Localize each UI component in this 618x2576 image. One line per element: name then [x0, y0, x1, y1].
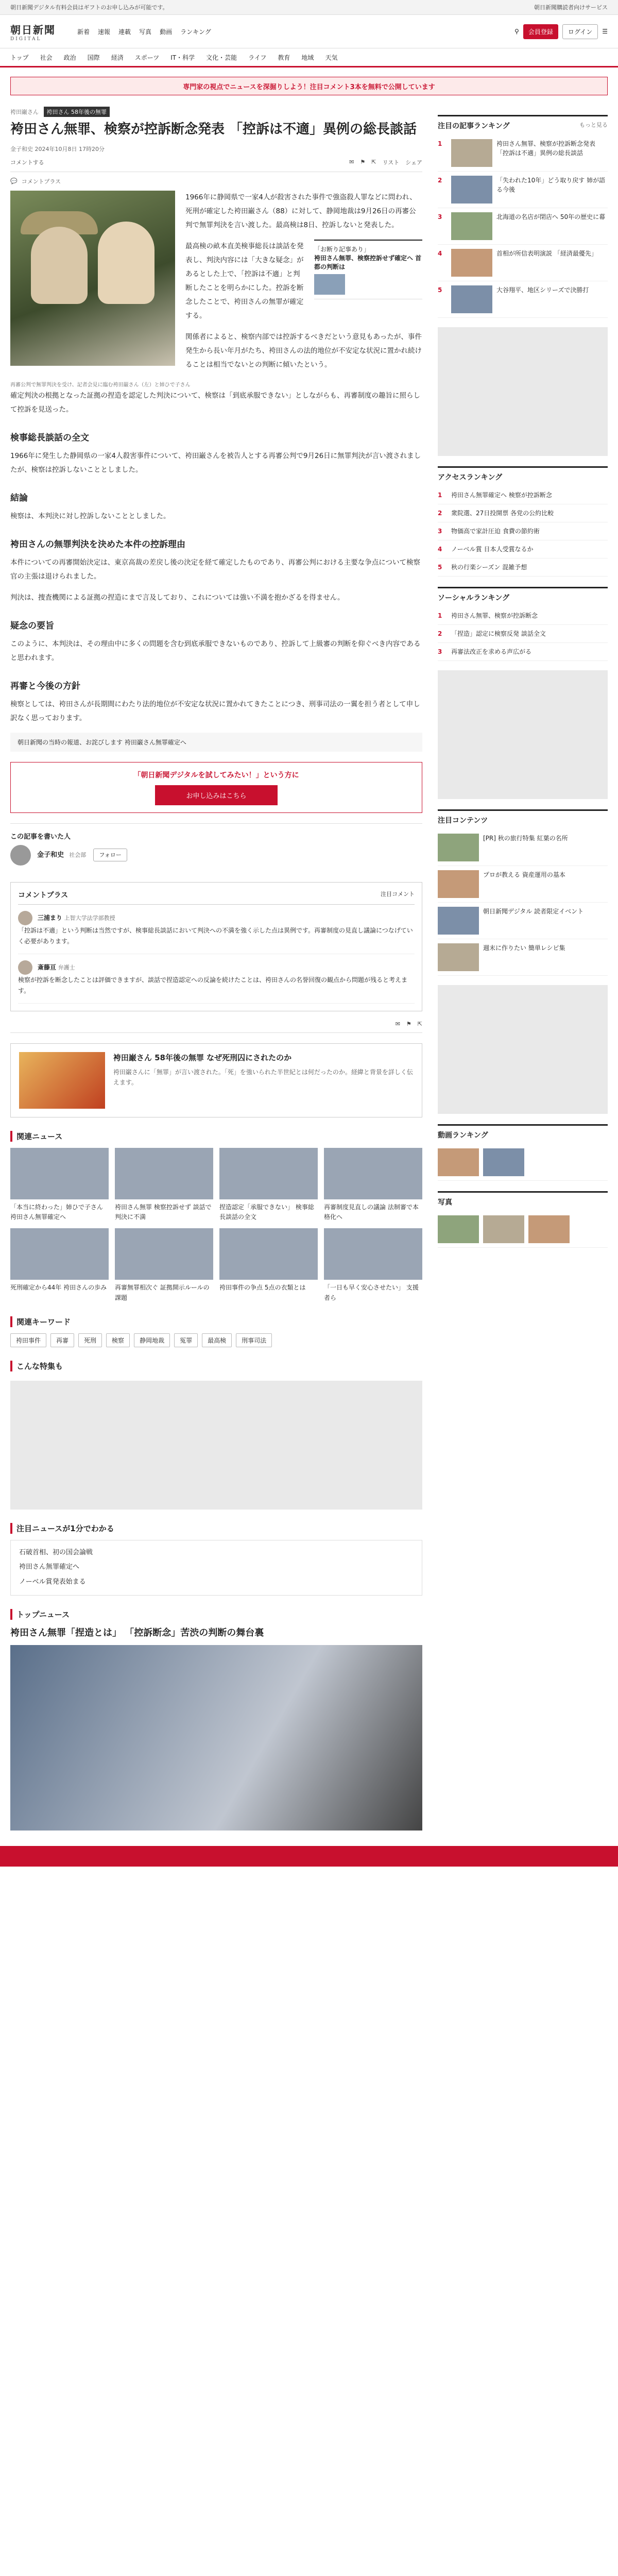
- paragraph: 検察は、本判決に対し控訴しないこととしました。: [10, 512, 170, 520]
- content-item[interactable]: [438, 939, 608, 976]
- content-item[interactable]: [438, 829, 608, 866]
- related-thumb[interactable]: [10, 1148, 109, 1199]
- paragraph: 1966年に静岡県で一家4人が殺害された事件で強盗殺人罪などに問われ、死刑が確定した袴田巌さん（88）に対して、静岡地裁は9月26日の再審公判で無罪判決を言い渡した。最高検は8日、控訴しないと発表した。: [185, 193, 417, 229]
- comment-plus-more[interactable]: 注目コメント: [381, 890, 415, 897]
- feature-card[interactable]: [10, 1043, 422, 1117]
- list-button[interactable]: リスト: [382, 159, 400, 166]
- comment-plus-bar[interactable]: [10, 172, 422, 191]
- commenter-role: 弁護士: [58, 964, 75, 971]
- keyword-chip[interactable]: 検察: [106, 1333, 130, 1347]
- related-headline[interactable]: 袴田事件の争点 5点の衣類とは: [219, 1284, 306, 1292]
- author-name[interactable]: 金子和史: [37, 851, 64, 859]
- feature-title[interactable]: 袴田巌さん 58年後の無罪 なぜ死刑囚にされたのか: [113, 1053, 292, 1063]
- section-heading: 再審と今後の方針: [10, 681, 80, 691]
- related-thumb[interactable]: [10, 1228, 109, 1280]
- header-nav-item[interactable]: 新着: [77, 28, 90, 36]
- header-nav-item[interactable]: 連載: [118, 28, 131, 36]
- content-item[interactable]: [438, 866, 608, 903]
- paragraph: 1966年に発生した静岡県の一家4人殺害事件について、袴田巌さんを被告人とする再審公判で9月26日に無罪判決が言い渡されましたが、検察は控訴しないこととしました。: [10, 451, 421, 474]
- section-heading: 袴田さんの無罪判決を決めた本件の控訴理由: [10, 539, 185, 550]
- section-heading: 疑念の要旨: [10, 620, 54, 631]
- related-headline[interactable]: 死刑確定から44年 袴田さんの歩み: [10, 1284, 107, 1292]
- top-news-headline[interactable]: 袴田さん無罪「捏造とは」 「控訴断念」苦渋の判断の舞台裏: [10, 1627, 264, 1638]
- related-headline[interactable]: 捏造認定「承服できない」 検事総長談話の全文: [219, 1204, 314, 1221]
- mail-icon[interactable]: ✉: [395, 1021, 400, 1028]
- related-card[interactable]: [115, 1228, 213, 1302]
- access-item[interactable]: 3 物価高で家計圧迫 食費の節約術: [438, 522, 608, 540]
- social-headline[interactable]: 再審法改正を求める声広がる: [451, 648, 532, 655]
- avatar[interactable]: [10, 845, 31, 866]
- section-heading: 検事総長談話の全文: [10, 432, 89, 443]
- video-title: 動画ランキング: [438, 1131, 488, 1140]
- social-title: ソーシャルランキング: [438, 594, 510, 602]
- ad-slot[interactable]: [438, 670, 608, 799]
- ad-slot[interactable]: [438, 985, 608, 1114]
- access-headline[interactable]: 秋の行楽シーズン 混雑予想: [451, 564, 527, 571]
- keyword-chip[interactable]: 刑事司法: [236, 1333, 272, 1347]
- related-thumb[interactable]: [219, 1228, 318, 1280]
- menu-icon[interactable]: ☰: [602, 28, 608, 35]
- digest-list: [10, 1540, 422, 1596]
- category-tab[interactable]: ライフ: [248, 54, 267, 61]
- content-headline[interactable]: 週末に作りたい 簡単レシピ集: [483, 944, 565, 952]
- related-news-title: 関連ニュース: [10, 1131, 422, 1142]
- ranking-item[interactable]: 2 「失われた10年」どう取り戻す 姉が語る今後: [438, 172, 608, 208]
- keyword-list: [10, 1333, 422, 1347]
- feature-image[interactable]: [19, 1052, 105, 1109]
- share-icon[interactable]: ⇱: [417, 1021, 422, 1028]
- ranking-headline[interactable]: 袴田さん無罪、検察が控訴断念発表 「控訴は不適」異例の総長談話: [496, 140, 596, 157]
- topbar-notice[interactable]: 朝日新聞デジタル有料会員はギフトのお申し込みが可能です。: [10, 4, 168, 11]
- paragraph: 検察としては、袴田さんが長期間にわたり法的地位が不安定な状況に置かれてきたことにつき、刑事司法の一翼を担う者として申し訳なく思っております。: [10, 700, 420, 722]
- subscribe-button[interactable]: お申し込みはこちら: [155, 785, 277, 805]
- photo-item[interactable]: [438, 1211, 608, 1248]
- category-nav: [0, 48, 618, 67]
- topbar: [0, 0, 618, 15]
- logo-sub: DIGITAL: [10, 36, 42, 42]
- category-tab[interactable]: 社会: [40, 54, 53, 61]
- category-tab[interactable]: 天気: [325, 54, 338, 61]
- access-item[interactable]: 2 衆院選、27日投開票 各党の公約比較: [438, 504, 608, 522]
- ranking-headline[interactable]: 大谷翔平、地区シリーズで決勝打: [496, 286, 589, 294]
- article-meta: 金子和史 2024年10月8日 17時20分: [10, 145, 105, 152]
- access-headline[interactable]: 衆院選、27日投開票 各党の公約比較: [451, 510, 554, 517]
- keyword-chip[interactable]: 静岡地裁: [134, 1333, 170, 1347]
- category-tab[interactable]: スポーツ: [134, 54, 160, 61]
- also-title: こんな特集も: [10, 1361, 422, 1371]
- logo-main: 朝日新聞: [10, 23, 56, 36]
- access-item[interactable]: 4 ノーベル賞 日本人受賞なるか: [438, 540, 608, 558]
- related-thumb[interactable]: [324, 1148, 422, 1199]
- content-title: 注目コンテンツ: [438, 817, 488, 825]
- commenter-role: 上智大学法学部教授: [64, 914, 115, 922]
- comment-item: [18, 905, 415, 954]
- feature-desc: 袴田巌さんに「無罪」が言い渡された。「死」を強いられた半世紀とは何だったのか。経緯と背景を詳しく伝えます。: [113, 1069, 413, 1087]
- author-dept: 社会部: [69, 852, 87, 859]
- login-button[interactable]: ログイン: [562, 24, 598, 39]
- series-tag[interactable]: 袴田さん 58年後の無罪: [44, 107, 110, 117]
- sidebar: [438, 105, 608, 1836]
- follow-button[interactable]: フォロー: [93, 849, 127, 861]
- digest-item[interactable]: ノーベル賞発表始まる: [19, 1578, 86, 1586]
- related-inline-box[interactable]: [314, 240, 422, 299]
- related-thumb[interactable]: [324, 1228, 422, 1280]
- related-title[interactable]: 袴田さん無罪、検察控訴せず確定へ 首都の判断は: [314, 254, 422, 270]
- related-card[interactable]: [10, 1148, 109, 1222]
- related-card[interactable]: [115, 1148, 213, 1222]
- keyword-chip[interactable]: 最高検: [202, 1333, 232, 1347]
- search-icon[interactable]: ⚲: [514, 28, 519, 35]
- comment-plus-title: コメントプラス: [18, 891, 68, 900]
- access-title: アクセスランキング: [438, 473, 503, 482]
- category-tab[interactable]: 地域: [301, 54, 314, 61]
- comment-text: 「控訴は不適」という判断は当然ですが、検事総長談話において判決への不満を強く示した点は異例です。再審制度の見直し議論につなげていく必要があります。: [18, 926, 413, 945]
- keyword-chip[interactable]: 袴田事件: [10, 1333, 46, 1347]
- comment-item: [18, 954, 415, 1004]
- header-nav-item[interactable]: 速報: [98, 28, 111, 36]
- keyword-chip[interactable]: 死刑: [78, 1333, 102, 1347]
- ranking-headline[interactable]: 「失われた10年」どう取り戻す 姉が語る今後: [496, 177, 606, 193]
- paywall-title: 「朝日新聞デジタルを試してみたい！」という方に: [133, 771, 299, 779]
- related-headline[interactable]: 「一日も早く安心させたい」 支援者ら: [324, 1284, 419, 1301]
- paragraph: 最高検の畝本直美検事総長は談話を発表し、判決内容には「大きな疑念」があるとした上で、「控訴は不適」と判断したことを明らかにした。控訴を断念したことで、袴田さんの無罪が確定する。: [185, 242, 304, 320]
- mail-icon[interactable]: ✉: [349, 159, 354, 166]
- article-body: [10, 191, 422, 752]
- header-nav-item[interactable]: 写真: [139, 28, 152, 36]
- share-icon[interactable]: ⇱: [371, 159, 376, 166]
- keyword-chip[interactable]: 冤罪: [174, 1333, 198, 1347]
- article-main: [10, 105, 422, 1836]
- ranking-headline[interactable]: 首相が所信表明演説 「経済最優先」: [496, 250, 597, 257]
- video-item[interactable]: [438, 1144, 608, 1181]
- header-nav: [77, 27, 514, 36]
- access-item[interactable]: 5 秋の行楽シーズン 混雑予想: [438, 558, 608, 577]
- header-nav-item[interactable]: ランキング: [180, 28, 211, 36]
- related-headline[interactable]: 「本当に終わった」姉ひで子さん 袴田さん無罪確定へ: [10, 1204, 103, 1221]
- ranking-item[interactable]: 1 袴田さん無罪、検察が控訴断念発表 「控訴は不適」異例の総長談話: [438, 135, 608, 172]
- social-headline[interactable]: 「捏造」認定に検察反発 談話全文: [451, 630, 546, 637]
- related-card[interactable]: [10, 1228, 109, 1302]
- header-nav-item[interactable]: 動画: [160, 28, 173, 36]
- access-headline[interactable]: 袴田さん無罪確定へ 検察が控訴断念: [451, 492, 552, 499]
- article-photo[interactable]: [10, 191, 175, 366]
- related-headline[interactable]: 再審制度見直しの議論 法制審で本格化へ: [324, 1204, 419, 1221]
- category-tab[interactable]: トップ: [10, 54, 29, 61]
- ranking-more[interactable]: もっと見る: [579, 122, 608, 128]
- paragraph: このように、本判決は、その理由中に多くの問題を含む到底承服できないものであり、控訴して上級審の判断を仰ぐべき内容であると思われます。: [10, 639, 421, 662]
- top-news-image[interactable]: [10, 1645, 422, 1831]
- category-tab[interactable]: IT・科学: [170, 54, 195, 61]
- chat-icon: 💬: [10, 178, 18, 185]
- access-item[interactable]: 1 袴田さん無罪確定へ 検察が控訴断念: [438, 486, 608, 504]
- social-item[interactable]: 3 再審法改正を求める声広がる: [438, 643, 608, 661]
- content-headline[interactable]: [PR] 秋の旅行特集 紅葉の名所: [483, 835, 568, 842]
- site-logo[interactable]: [10, 22, 67, 42]
- footer-bar: [0, 1846, 618, 1867]
- related-card[interactable]: [324, 1148, 422, 1222]
- access-headline[interactable]: ノーベル賞 日本人受賞なるか: [451, 546, 534, 553]
- related-headline[interactable]: 再審無罪相次ぐ 証拠開示ルールの課題: [115, 1284, 210, 1301]
- avatar[interactable]: [18, 960, 32, 975]
- comment-button[interactable]: コメントする: [10, 159, 44, 166]
- author-label: この記事を書いた人: [10, 833, 71, 841]
- author-box: [10, 823, 422, 873]
- topbar-links[interactable]: 朝日新聞購読者向けサービス: [534, 4, 608, 11]
- related-thumb[interactable]: [219, 1148, 318, 1199]
- related-label: 「お断り記事あり」: [314, 245, 370, 253]
- section-heading: 結論: [10, 493, 28, 503]
- comment-plus-label: コメントプラス: [21, 178, 61, 185]
- commenter-name[interactable]: 斎藤亘: [37, 963, 56, 971]
- content-headline[interactable]: 朝日新聞デジタル 読者限定イベント: [483, 908, 584, 915]
- comment-plus-section: [10, 882, 422, 1011]
- photo-caption: 再審公判で無罪判決を受け、記者会見に臨む袴田巌さん（左）と姉ひで子さん: [10, 382, 191, 388]
- paywall-box: [10, 762, 422, 813]
- ranking-item[interactable]: 4 首相が所信表明演説 「経済最優先」: [438, 245, 608, 281]
- article-actions-bottom: [10, 1021, 422, 1033]
- related-headline[interactable]: 袴田さん無罪 検察控訴せず 談話で判決に不満: [115, 1204, 212, 1221]
- promo-banner[interactable]: 専門家の視点でニュースを深掘りしよう！注目コメント3本を無料で公開しています: [10, 77, 608, 95]
- category-tab[interactable]: 文化・芸能: [206, 54, 237, 61]
- related-card[interactable]: [324, 1228, 422, 1302]
- social-item[interactable]: 2 「捏造」認定に検察反発 談話全文: [438, 625, 608, 643]
- related-thumb[interactable]: [115, 1148, 213, 1199]
- bookmark-icon[interactable]: ⚑: [360, 159, 366, 166]
- paragraph: 判決は、捜査機関による証拠の捏造にまで言及しており、これについては強い不満を抱かざるを得ません。: [10, 593, 345, 602]
- digest-title: 注目ニュースが1分でわかる: [10, 1523, 422, 1534]
- bookmark-icon[interactable]: ⚑: [406, 1021, 411, 1028]
- paragraph: 本件についての再審開始決定は、東京高裁の差戻し後の決定を経て確定したものであり、再審公判における主要な争点について検察官の主張は退けられました。: [10, 558, 420, 581]
- content-item[interactable]: [438, 903, 608, 939]
- category-tab[interactable]: 政治: [63, 54, 76, 61]
- social-item[interactable]: 1 袴田さん無罪、検察が控訴断念: [438, 607, 608, 625]
- ranking-item[interactable]: 3 北海道の名店が閉店へ 50年の歴史に幕: [438, 208, 608, 245]
- photo-title: 写真: [438, 1198, 452, 1207]
- related-note[interactable]: 朝日新聞の当時の報道、お詫びします 袴田巌さん無罪確定へ: [10, 733, 422, 752]
- ad-slot[interactable]: [10, 1381, 422, 1510]
- commenter-name[interactable]: 三浦まり: [37, 914, 62, 922]
- category-tab[interactable]: 国際: [87, 54, 100, 61]
- ranking-title: 注目の記事ランキング: [438, 122, 510, 130]
- related-news-grid: [10, 1148, 422, 1303]
- comment-text: 検察が控訴を断念したことは評価できますが、談話で捏造認定への反論を続けたことは、袴田さんの名誉回復の観点から問題が残ると考えます。: [18, 976, 408, 995]
- related-thumb[interactable]: [314, 274, 345, 295]
- keywords-title: 関連キーワード: [10, 1316, 422, 1327]
- paragraph: 関係者によると、検察内部では控訴するべきだという意見もあったが、事件発生から長い年月がたち、袴田さんの法的地位が不安定な状況に置かれ続けることは相当でないとの判断に傾いたという。: [185, 332, 422, 369]
- social-headline[interactable]: 袴田さん無罪、検察が控訴断念: [451, 612, 538, 619]
- category-tab[interactable]: 教育: [278, 54, 290, 61]
- site-header: [0, 15, 618, 48]
- top-news-title: トップニュース: [10, 1609, 422, 1620]
- ranking-item[interactable]: 5 大谷翔平、地区シリーズで決勝打: [438, 281, 608, 318]
- breadcrumb: [10, 107, 422, 117]
- keyword-chip[interactable]: 再審: [50, 1333, 74, 1347]
- article-title: 袴田さん無罪、検察が控訴断念発表 「控訴は不適」異例の総長談話: [10, 122, 417, 137]
- breadcrumb-item[interactable]: 袴田巌さん: [10, 109, 39, 115]
- ranking-headline[interactable]: 北海道の名店が閉店へ 50年の歴史に幕: [496, 213, 606, 221]
- register-button[interactable]: 会員登録: [523, 24, 558, 39]
- article-actions: [10, 158, 422, 172]
- content-headline[interactable]: プロが教える 資産運用の基本: [483, 871, 565, 878]
- avatar[interactable]: [18, 911, 32, 925]
- paragraph: 確定判決の根拠となった証拠の捏造を認定した判決について、検察は「到底承服できない」としながらも、再審制度の趣旨に照らして控訴を見送った。: [10, 391, 420, 414]
- digest-item[interactable]: 袴田さん無罪確定へ: [19, 1563, 80, 1571]
- share-button[interactable]: シェア: [405, 159, 422, 166]
- digest-item[interactable]: 石破首相、初の国会論戦: [19, 1548, 93, 1556]
- access-headline[interactable]: 物価高で家計圧迫 食費の節約術: [451, 528, 540, 535]
- related-card[interactable]: [219, 1148, 318, 1222]
- ad-slot[interactable]: [438, 327, 608, 456]
- related-thumb[interactable]: [115, 1228, 213, 1280]
- category-tab[interactable]: 経済: [111, 54, 124, 61]
- related-card[interactable]: [219, 1228, 318, 1302]
